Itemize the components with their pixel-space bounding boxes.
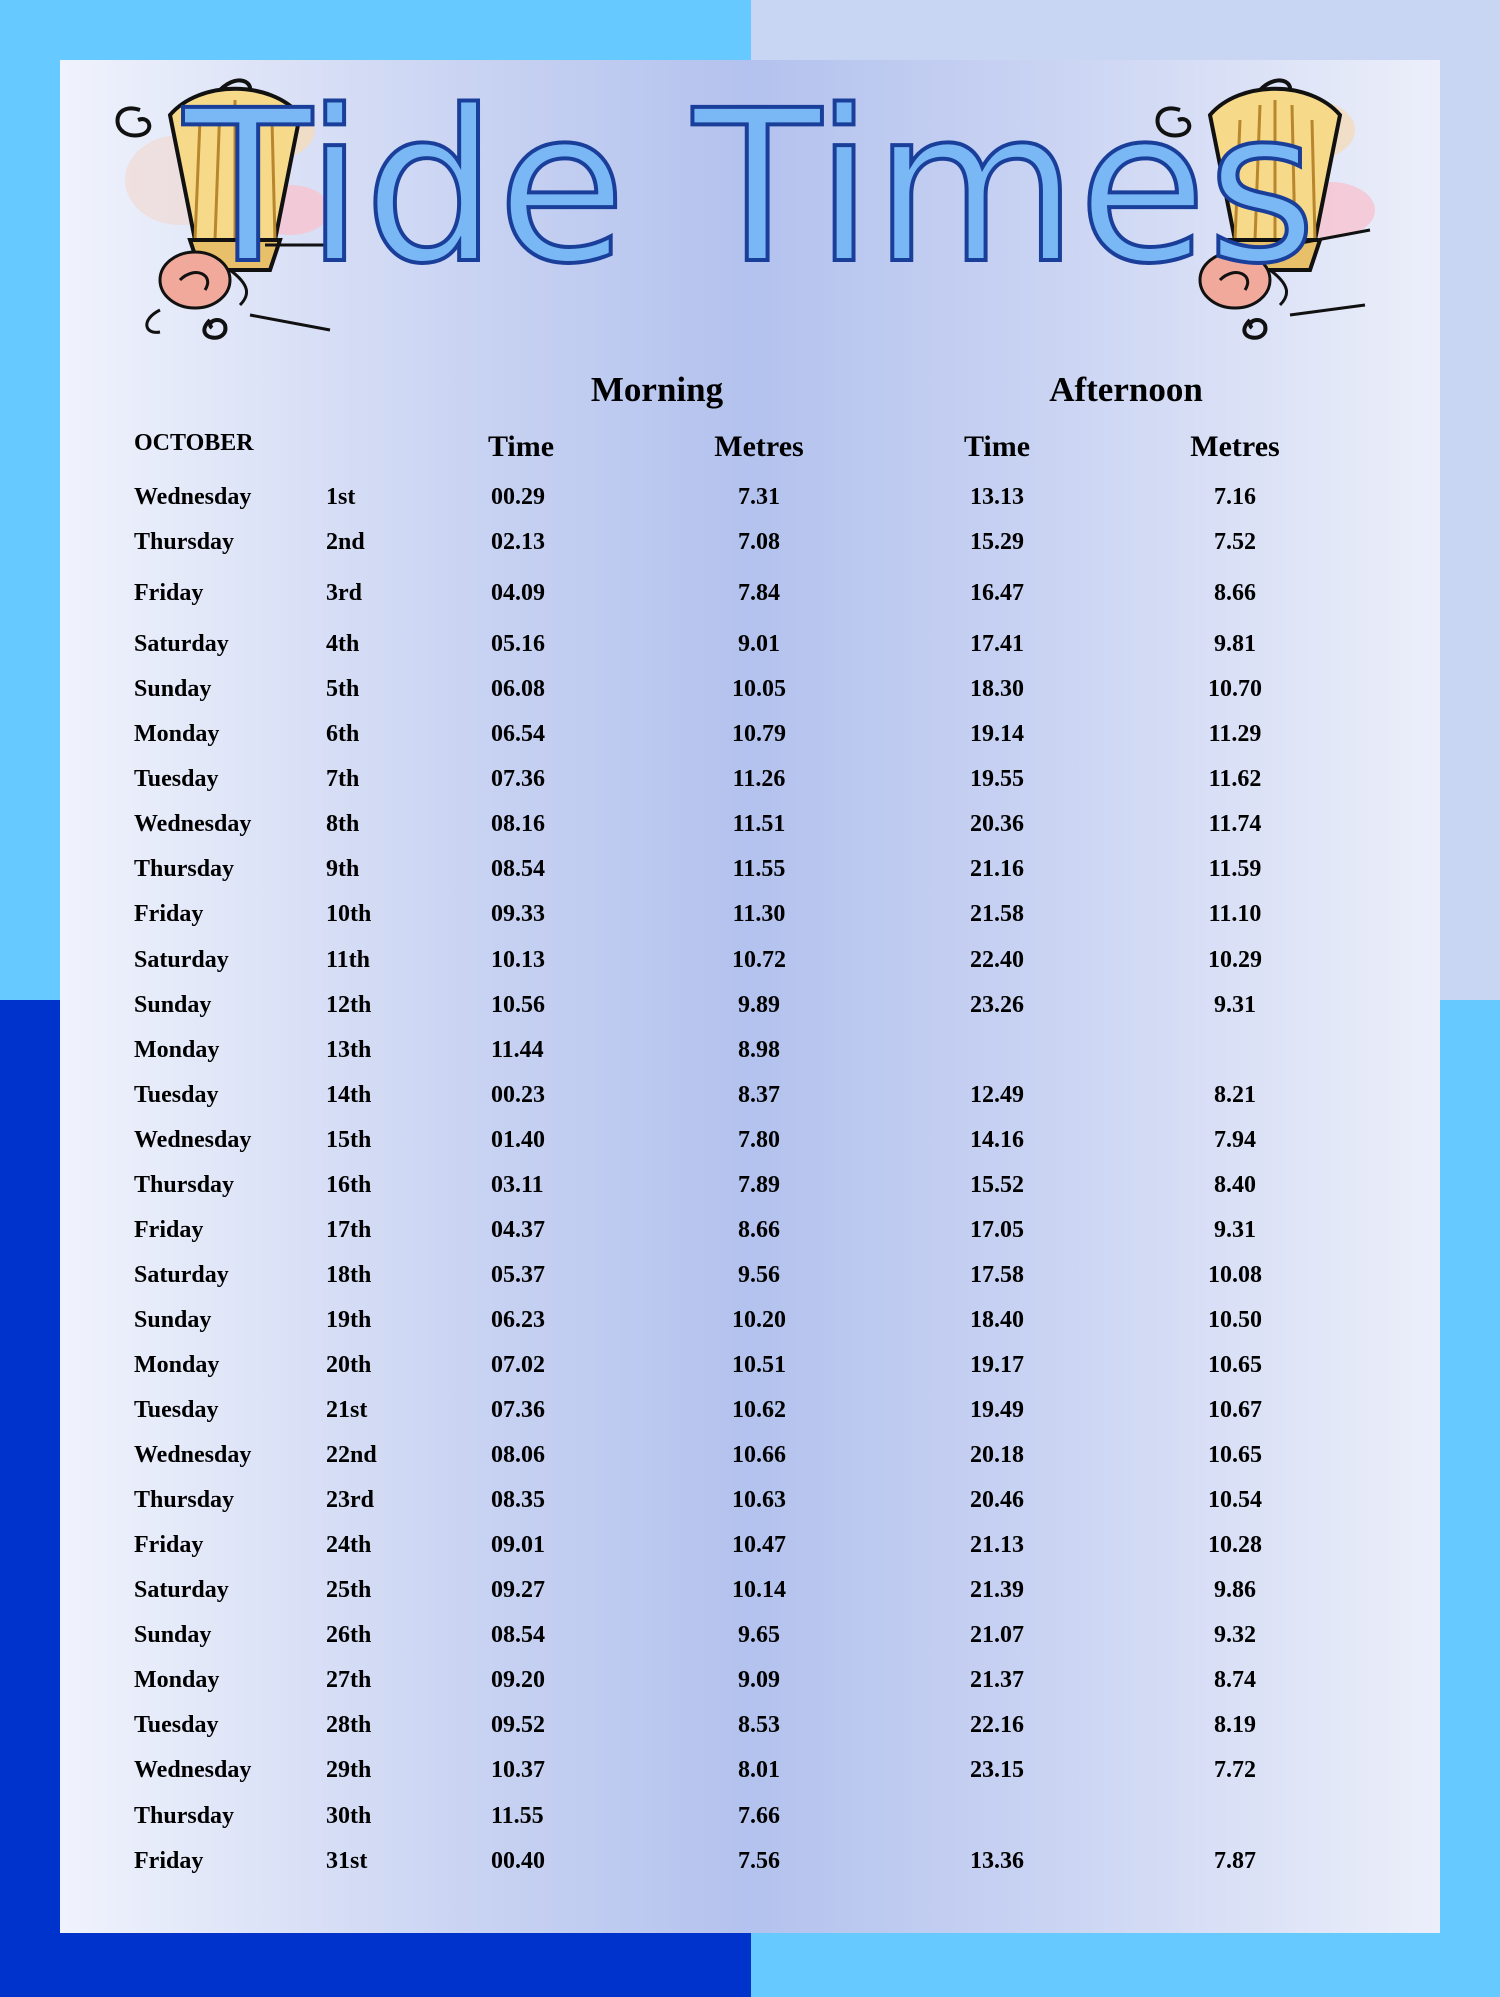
table-row [0,573,1500,613]
afternoon-metres-cell: 9.32 [1214,1622,1256,1648]
morning-metres-cell: 8.66 [738,1217,780,1243]
afternoon-metres-cell: 10.67 [1208,1397,1262,1423]
afternoon-metres-cell: 7.52 [1214,529,1256,555]
date-cell: 10th [326,901,372,927]
table-row [0,1705,1500,1745]
table-row [0,940,1500,980]
afternoon-time-cell: 15.52 [970,1172,1024,1198]
date-cell: 8th [326,811,360,837]
morning-metres-cell: 11.55 [732,856,786,882]
afternoon-time-cell: 15.29 [970,529,1024,555]
afternoon-metres-cell: 11.29 [1208,721,1262,747]
day-cell: Saturday [134,1577,229,1603]
afternoon-metres-cell: 10.50 [1208,1307,1262,1333]
date-cell: 7th [326,766,360,792]
date-cell: 27th [326,1667,372,1693]
afternoon-metres-cell: 8.74 [1214,1667,1256,1693]
morning-metres-cell: 10.72 [732,947,786,973]
morning-time-cell: 06.54 [491,721,545,747]
morning-metres-cell: 8.53 [738,1712,780,1738]
morning-time-cell: 09.01 [491,1532,545,1558]
morning-time-cell: 00.23 [491,1082,545,1108]
day-cell: Monday [134,1352,220,1378]
date-cell: 21st [326,1397,368,1423]
table-row [0,849,1500,889]
day-cell: Thursday [134,1172,235,1198]
day-cell: Friday [134,1532,204,1558]
table-row [0,1841,1500,1881]
morning-time-cell: 06.08 [491,676,545,702]
afternoon-time-cell: 20.46 [970,1487,1024,1513]
morning-metres-cell: 9.09 [738,1667,780,1693]
date-cell: 31st [326,1848,368,1874]
day-cell: Tuesday [134,766,219,792]
table-row [0,894,1500,934]
table-row [0,1390,1500,1430]
afternoon-metres-cell: 7.16 [1214,484,1256,510]
table-row [0,522,1500,562]
date-cell: 5th [326,676,360,702]
afternoon-time-cell: 21.39 [970,1577,1024,1603]
morning-time-cell: 04.09 [491,580,545,606]
date-cell: 17th [326,1217,372,1243]
morning-metres-cell: 7.84 [738,580,780,606]
afternoon-time-cell: 13.13 [970,484,1024,510]
morning-time-cell: 10.37 [491,1757,545,1783]
date-cell: 4th [326,631,360,657]
table-row [0,1030,1500,1070]
afternoon-metres-header: Metres [1190,430,1280,463]
date-cell: 16th [326,1172,372,1198]
afternoon-metres-cell: 8.21 [1214,1082,1256,1108]
morning-metres-cell: 11.30 [732,901,786,927]
afternoon-metres-cell: 9.31 [1214,992,1256,1018]
table-row [0,1480,1500,1520]
table-row [0,759,1500,799]
afternoon-time-cell: 22.40 [970,947,1024,973]
morning-time-cell: 07.36 [491,1397,545,1423]
afternoon-time-header: Time [963,430,1031,463]
date-cell: 24th [326,1532,372,1558]
morning-metres-cell: 10.63 [732,1487,786,1513]
morning-metres-cell: 10.14 [732,1577,786,1603]
afternoon-metres-cell: 10.28 [1208,1532,1262,1558]
morning-time-cell: 09.52 [491,1712,545,1738]
day-cell: Wednesday [134,484,252,510]
date-cell: 26th [326,1622,372,1648]
afternoon-metres-cell: 8.40 [1214,1172,1256,1198]
afternoon-metres-cell: 10.54 [1208,1487,1262,1513]
afternoon-time-cell: 23.26 [970,992,1024,1018]
afternoon-time-cell: 19.49 [970,1397,1024,1423]
morning-metres-cell: 10.51 [732,1352,786,1378]
afternoon-time-cell: 21.16 [970,856,1024,882]
afternoon-time-cell: 13.36 [970,1848,1024,1874]
date-cell: 22nd [326,1442,377,1468]
day-cell: Friday [134,1848,204,1874]
day-cell: Thursday [134,529,235,555]
date-cell: 18th [326,1262,372,1288]
table-row [0,1345,1500,1385]
date-cell: 13th [326,1037,372,1063]
afternoon-time-cell: 22.16 [970,1712,1024,1738]
date-cell: 15th [326,1127,372,1153]
morning-metres-cell: 10.62 [732,1397,786,1423]
morning-time-cell: 08.16 [491,811,545,837]
morning-metres-cell: 11.26 [732,766,786,792]
date-cell: 9th [326,856,360,882]
afternoon-metres-cell: 10.65 [1208,1442,1262,1468]
table-row [0,1300,1500,1340]
morning-time-cell: 07.02 [491,1352,545,1378]
day-cell: Friday [134,580,204,606]
table-row [0,1255,1500,1295]
afternoon-time-cell: 18.30 [970,676,1024,702]
afternoon-metres-cell: 7.87 [1214,1848,1256,1874]
morning-metres-cell: 9.56 [738,1262,780,1288]
afternoon-time-cell: 19.14 [970,721,1024,747]
date-cell: 28th [326,1712,372,1738]
afternoon-metres-cell: 10.70 [1208,676,1262,702]
table-row [0,1750,1500,1790]
morning-time-cell: 10.13 [491,947,545,973]
day-cell: Friday [134,901,204,927]
day-cell: Sunday [134,676,212,702]
day-cell: Thursday [134,856,235,882]
morning-time-cell: 00.40 [491,1848,545,1874]
date-cell: 20th [326,1352,372,1378]
date-cell: 23rd [326,1487,374,1513]
afternoon-time-cell: 17.05 [970,1217,1024,1243]
date-cell: 6th [326,721,360,747]
morning-time-cell: 00.29 [491,484,545,510]
morning-time-cell: 04.37 [491,1217,545,1243]
morning-metres-cell: 7.56 [738,1848,780,1874]
afternoon-time-cell: 14.16 [970,1127,1024,1153]
morning-heading: Morning [590,370,724,409]
morning-metres-cell: 9.89 [738,992,780,1018]
title-text: Tide Times [183,65,1317,310]
morning-metres-cell: 10.20 [732,1307,786,1333]
afternoon-time-cell: 20.18 [970,1442,1024,1468]
morning-metres-cell: 10.47 [732,1532,786,1558]
morning-time-cell: 07.36 [491,766,545,792]
day-cell: Saturday [134,631,229,657]
morning-metres-cell: 9.65 [738,1622,780,1648]
table-row [0,477,1500,517]
afternoon-metres-cell: 8.66 [1214,580,1256,606]
morning-time-cell: 09.33 [491,901,545,927]
afternoon-time-cell: 16.47 [970,580,1024,606]
table-row [0,1120,1500,1160]
afternoon-metres-cell: 10.08 [1208,1262,1262,1288]
day-cell: Saturday [134,1262,229,1288]
date-cell: 19th [326,1307,372,1333]
morning-metres-cell: 11.51 [732,811,786,837]
afternoon-time-cell: 17.41 [970,631,1024,657]
table-row [0,624,1500,664]
morning-metres-cell: 9.01 [738,631,780,657]
morning-metres-cell: 7.31 [738,484,780,510]
afternoon-metres-cell: 9.31 [1214,1217,1256,1243]
afternoon-time-cell: 20.36 [970,811,1024,837]
morning-metres-cell: 7.80 [738,1127,780,1153]
afternoon-time-cell: 19.55 [970,766,1024,792]
afternoon-metres-cell: 11.74 [1208,811,1262,837]
table-row [0,1660,1500,1700]
month-label: OCTOBER [134,430,254,456]
day-cell: Tuesday [134,1397,219,1423]
afternoon-metres-cell: 8.19 [1214,1712,1256,1738]
date-cell: 1st [326,484,356,510]
morning-time-cell: 08.54 [491,856,545,882]
morning-metres-cell: 7.89 [738,1172,780,1198]
afternoon-heading: Afternoon [1049,370,1203,409]
table-row [0,1525,1500,1565]
day-cell: Tuesday [134,1082,219,1108]
table-row [0,985,1500,1025]
page-title [183,60,1317,320]
table-row [0,1165,1500,1205]
table-row [0,669,1500,709]
morning-metres-cell: 10.79 [732,721,786,747]
afternoon-metres-cell: 7.94 [1214,1127,1256,1153]
date-cell: 14th [326,1082,372,1108]
day-cell: Tuesday [134,1712,219,1738]
morning-metres-cell: 10.66 [732,1442,786,1468]
afternoon-time-cell: 21.13 [970,1532,1024,1558]
day-cell: Monday [134,1667,220,1693]
afternoon-time-cell: 21.07 [970,1622,1024,1648]
morning-time-cell: 05.37 [491,1262,545,1288]
day-cell: Thursday [134,1803,235,1829]
afternoon-time-cell: 23.15 [970,1757,1024,1783]
date-cell: 3rd [326,580,362,606]
morning-metres-cell: 8.01 [738,1757,780,1783]
afternoon-time-cell: 18.40 [970,1307,1024,1333]
morning-time-cell: 10.56 [491,992,545,1018]
day-cell: Wednesday [134,811,252,837]
morning-time-cell: 03.11 [491,1172,544,1198]
table-row [0,1435,1500,1475]
afternoon-time-cell: 17.58 [970,1262,1024,1288]
day-cell: Wednesday [134,1127,252,1153]
date-cell: 29th [326,1757,372,1783]
morning-time-cell: 08.35 [491,1487,545,1513]
morning-metres-cell: 7.08 [738,529,780,555]
day-cell: Wednesday [134,1757,252,1783]
day-cell: Friday [134,1217,204,1243]
morning-time-cell: 05.16 [491,631,545,657]
afternoon-time-cell: 19.17 [970,1352,1024,1378]
day-cell: Saturday [134,947,229,973]
morning-metres-cell: 8.37 [738,1082,780,1108]
day-cell: Sunday [134,992,212,1018]
morning-time-cell: 09.20 [491,1667,545,1693]
morning-time-header: Time [487,430,555,463]
date-cell: 2nd [326,529,365,555]
morning-metres-header: Metres [714,430,804,463]
morning-time-cell: 01.40 [491,1127,545,1153]
day-cell: Wednesday [134,1442,252,1468]
afternoon-time-cell: 21.37 [970,1667,1024,1693]
afternoon-metres-cell: 10.65 [1208,1352,1262,1378]
morning-time-cell: 09.27 [491,1577,545,1603]
table-row [0,1796,1500,1836]
morning-metres-cell: 7.66 [738,1803,780,1829]
afternoon-metres-cell: 11.59 [1208,856,1262,882]
date-cell: 25th [326,1577,372,1603]
morning-metres-cell: 10.05 [732,676,786,702]
morning-time-cell: 06.23 [491,1307,545,1333]
table-row [0,1570,1500,1610]
day-cell: Sunday [134,1307,212,1333]
morning-time-cell: 02.13 [491,529,545,555]
table-row [0,1615,1500,1655]
afternoon-metres-cell: 9.86 [1214,1577,1256,1603]
date-cell: 11th [326,947,371,973]
afternoon-time-cell: 12.49 [970,1082,1024,1108]
table-row [0,1075,1500,1115]
afternoon-metres-cell: 10.29 [1208,947,1262,973]
day-cell: Sunday [134,1622,212,1648]
day-cell: Monday [134,1037,220,1063]
morning-time-cell: 11.44 [491,1037,544,1063]
afternoon-time-cell: 21.58 [970,901,1024,927]
date-cell: 30th [326,1803,372,1829]
day-cell: Thursday [134,1487,235,1513]
date-cell: 12th [326,992,372,1018]
afternoon-metres-cell: 9.81 [1214,631,1256,657]
afternoon-metres-cell: 11.62 [1208,766,1262,792]
day-cell: Monday [134,721,220,747]
afternoon-metres-cell: 11.10 [1208,901,1262,927]
table-row [0,804,1500,844]
afternoon-metres-cell: 7.72 [1214,1757,1256,1783]
morning-time-cell: 08.54 [491,1622,545,1648]
morning-metres-cell: 8.98 [738,1037,780,1063]
table-row [0,714,1500,754]
table-row [0,1210,1500,1250]
morning-time-cell: 08.06 [491,1442,545,1468]
morning-time-cell: 11.55 [491,1803,544,1829]
